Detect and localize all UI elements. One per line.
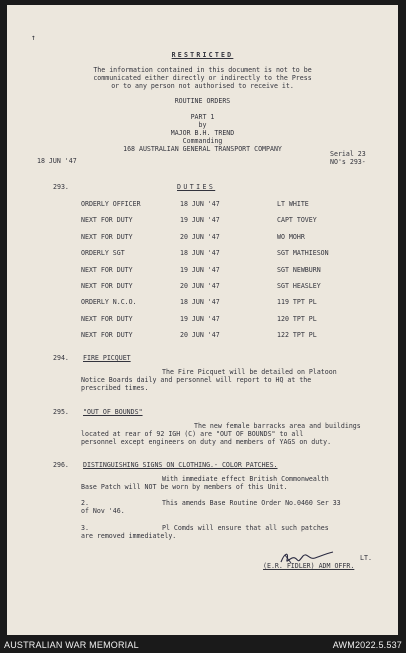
duty-name: NEXT FOR DUTY [81, 216, 133, 225]
footer-institution: AUSTRALIAN WAR MEMORIAL [4, 640, 139, 650]
officer-name: MAJOR B.H. TREND [170, 129, 235, 137]
notice-line-3: or to any person not authorised to receive it. [111, 82, 294, 90]
item-295-heading: "OUT OF BOUNDS" [83, 408, 143, 416]
item-294-line-2: Notice Boards daily and personnel will report to HQ at the [81, 376, 312, 384]
unit-name: 168 AUSTRALIAN GENERAL TRANSPORT COMPANY [123, 145, 282, 153]
margin-mark: ↑ [31, 33, 36, 42]
duties-heading: DUTIES [177, 183, 216, 191]
duty-name: NEXT FOR DUTY [81, 331, 133, 340]
order-numbers: NO's 293- [330, 158, 366, 166]
duty-assignee: WO MOHR [277, 232, 305, 241]
duty-assignee: 119 TPT PL [277, 298, 317, 307]
document-page [7, 5, 398, 635]
duty-row [7, 331, 398, 340]
item-294-line-1: The Fire Picquet will be detailed on Platoon [162, 368, 337, 376]
item-293-number: 293. [53, 183, 69, 191]
item-296-para3-number: 3. [81, 524, 89, 532]
duty-assignee: SGT MATHIESON [277, 249, 329, 258]
commanding-label: Commanding [182, 137, 223, 145]
item-294-number: 294. [53, 354, 69, 362]
item-296-line-1: With immediate effect British Commonwealth [162, 475, 329, 483]
duty-assignee: SGT NEWBURN [277, 265, 321, 274]
duty-date: 18 JUN '47 [180, 200, 220, 208]
duty-name: NEXT FOR DUTY [81, 265, 133, 274]
item-295-line-3: personnel except engineers on duty and members of YAGS on duty. [81, 438, 332, 446]
signature-name: (E.R. FIDLER) ADM OFFR. [263, 562, 355, 570]
duty-name: NEXT FOR DUTY [81, 232, 133, 241]
duty-assignee: CAPT TOVEY [277, 216, 317, 225]
duty-assignee: LT WHITE [277, 200, 309, 208]
by-label: by [198, 121, 207, 129]
item-295-line-1: The new female barracks area and buildings [194, 422, 361, 430]
item-296-para3-line-1: Pl Comds will ensure that all such patches [162, 524, 329, 532]
duty-row [7, 266, 398, 275]
duty-row [7, 233, 398, 242]
serial-number: Serial 23 [330, 150, 366, 158]
notice-line-2: communicated either directly or indirectly to the Press [93, 74, 312, 82]
duty-row [7, 216, 398, 225]
duty-date: 19 JUN '47 [180, 216, 220, 225]
duty-row [7, 249, 398, 258]
duty-row [7, 200, 398, 209]
duty-assignee: SGT HEASLEY [277, 282, 321, 290]
item-296-para2-line-1: This amends Base Routine Order No.0460 Ser 33 [162, 499, 341, 507]
duty-date: 20 JUN '47 [180, 331, 220, 340]
duty-name: ORDERLY OFFICER [81, 200, 141, 208]
duty-row [7, 315, 398, 324]
item-296-heading: DISTINGUISHING SIGNS ON CLOTHING.- COLOR PATCHES. [83, 461, 278, 469]
duty-date: 19 JUN '47 [180, 314, 220, 323]
part-label: PART 1 [190, 113, 215, 121]
duty-date: 18 JUN '47 [180, 249, 220, 258]
orders-title: ROUTINE ORDERS [174, 97, 231, 105]
duty-date: 18 JUN '47 [180, 298, 220, 307]
duty-date: 19 JUN '47 [180, 265, 220, 274]
duty-date: 20 JUN '47 [180, 282, 220, 290]
item-296-para3-line-2: are removed immediately. [81, 532, 177, 540]
orders-date: 18 JUN '47 [37, 157, 77, 165]
duty-assignee: 120 TPT PL [277, 314, 317, 323]
item-295-line-2: located at rear of 92 IGH (C) are "OUT OF BOUNDS" to all [81, 430, 304, 438]
duty-name: ORDERLY N.C.O. [81, 298, 137, 307]
duty-row [7, 282, 398, 291]
duty-name: NEXT FOR DUTY [81, 314, 133, 323]
item-296-number: 296. [53, 461, 69, 469]
archive-footer [0, 637, 406, 653]
item-294-line-3: prescribed times. [81, 384, 149, 392]
item-296-line-2: Base Patch will NOT be worn by members of this Unit. [81, 483, 288, 491]
duty-assignee: 122 TPT PL [277, 331, 317, 340]
item-295-number: 295. [53, 408, 69, 416]
classification-heading: RESTRICTED [171, 51, 234, 59]
item-296-para2-number: 2. [81, 499, 89, 507]
signature-rank: LT. [360, 554, 372, 562]
duty-date: 20 JUN '47 [180, 232, 220, 241]
item-294-heading: FIRE PICQUET [83, 354, 131, 362]
item-296-para2-line-2: of Nov '46. [81, 507, 125, 515]
duty-name: NEXT FOR DUTY [81, 282, 133, 290]
footer-accession-number: AWM2022.5.537 [332, 640, 402, 650]
notice-line-1: The information contained in this document is not to be [93, 66, 312, 74]
duty-row [7, 298, 398, 307]
duty-name: ORDERLY SGT [81, 249, 125, 258]
